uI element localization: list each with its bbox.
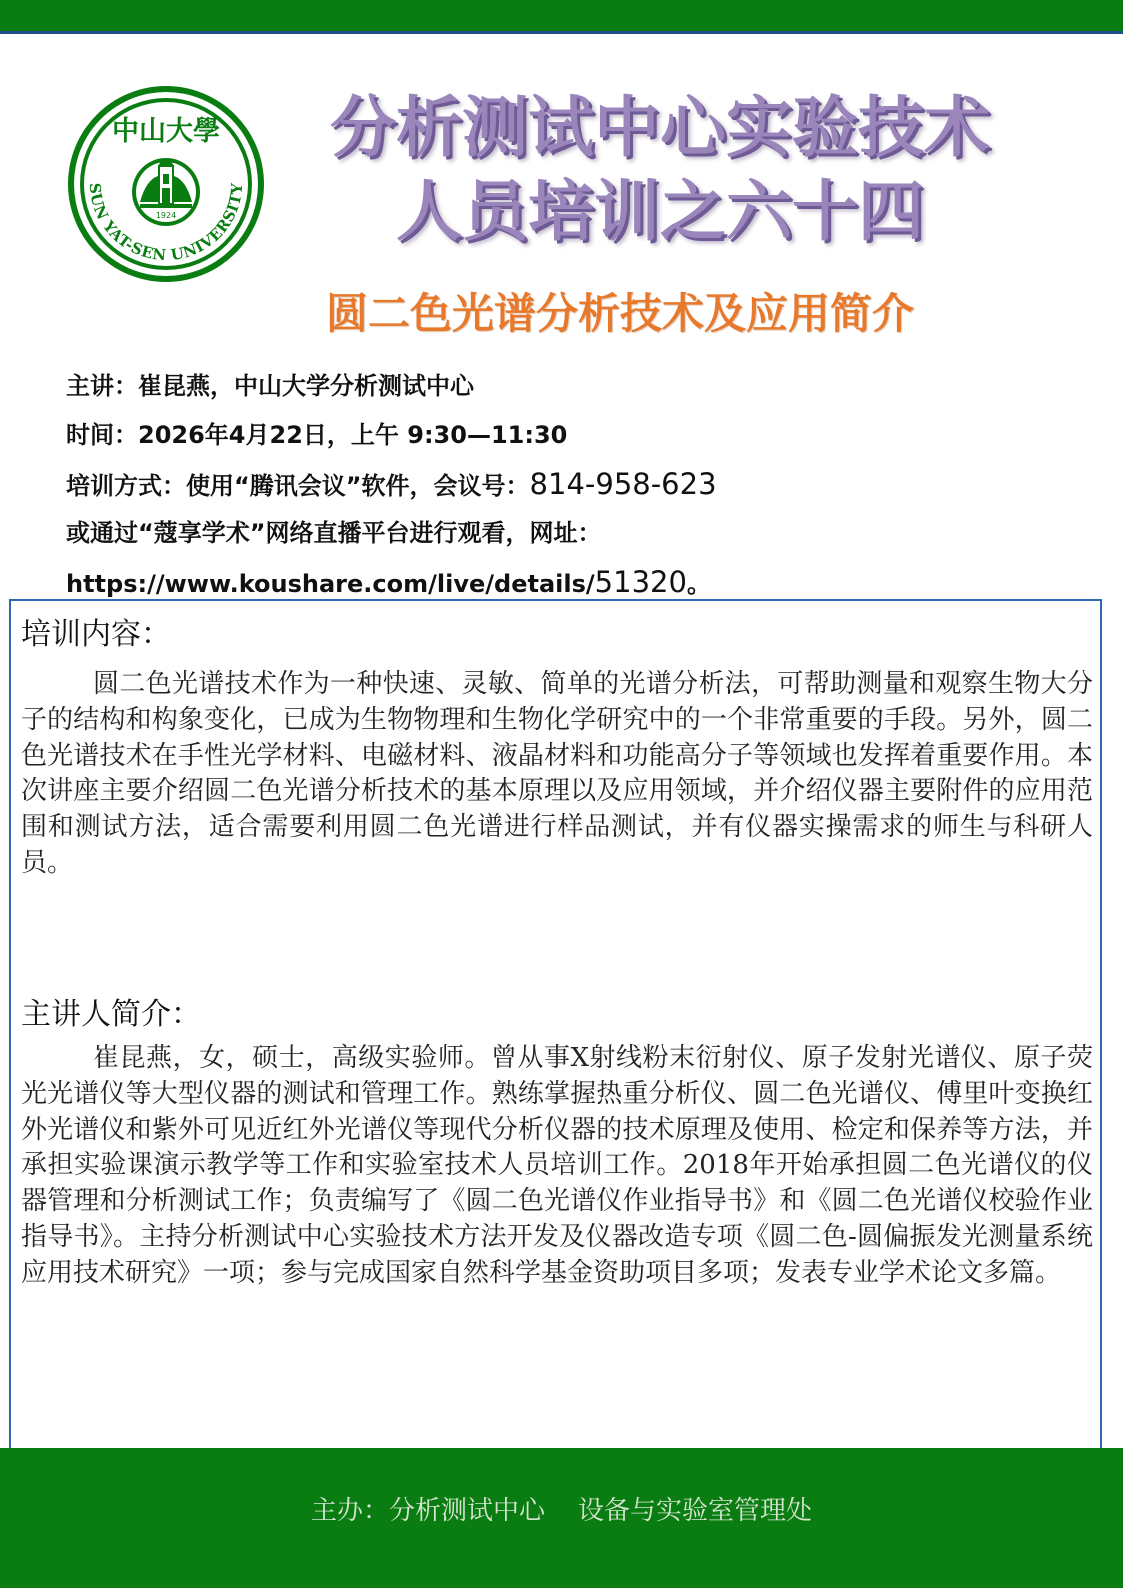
method-value: 使用“腾讯会议”软件，会议号： — [186, 472, 530, 500]
url-link[interactable]: https://www.koushare.com/live/details/ — [66, 570, 595, 598]
main-title — [280, 86, 1040, 254]
speaker-value: 崔昆燕，中山大学分析测试中心 — [138, 372, 474, 400]
time-value: 2026年4月22日，上午 9:30—11:30 — [138, 421, 568, 449]
top-green-bar — [0, 0, 1123, 34]
logo-english-text: SUN YAT-SEN UNIVERSITY — [85, 182, 247, 265]
main-title-line-1: 分析测试中心实验技术 — [330, 89, 990, 166]
content-box — [9, 599, 1102, 1467]
time-label: 时间： — [66, 421, 138, 449]
method-label: 培训方式： — [66, 472, 186, 500]
sysu-logo — [66, 84, 266, 284]
speaker-text: 崔昆燕，女，硕士，高级实验师。曾从事X射线粉末衍射仪、原子发射光谱仪、原子荧光光谱仪等大型仪器的测试和管理工作。熟练掌握热重分析仪、圆二色光谱仪、傅里叶变换红外光谱仪和紫外可见近红外光谱仪等现代分析仪器的技术原理及使用、检定和保养等方法，并承担实验课演示教学等工作和实验室技术人员培训工作。2018年开始承担圆二色光谱仪的仪器管理和分析测试工作；负责编写了《圆二色光谱仪作业指导书》和《圆二色光谱仪校验作业指导书》。主持分析测试中心实验技术方法开发及仪器改造专项《圆二色-圆偏振发光测量系统应用技术研究》一项；参与完成国家自然科学基金资助项目多项；发表专业学术论文多篇。 — [21, 1043, 1093, 1288]
speaker-line — [66, 366, 1086, 415]
meeting-id: 814-958-623 — [529, 467, 717, 501]
speaker-label: 主讲： — [66, 372, 138, 400]
url-suffix: 。 — [686, 570, 711, 598]
logo-year: 1924 — [155, 211, 177, 220]
logo-chinese-text: 中山大學 — [112, 116, 220, 147]
url-id[interactable]: 51320 — [594, 565, 687, 599]
subtitle: 圆二色光谱分析技术及应用简介 — [325, 289, 914, 338]
speaker-heading: 主讲人简介： — [21, 997, 201, 1032]
alt-access-line: 或通过“蔻享学术”网络直播平台进行观看，网址： — [66, 519, 602, 547]
method-line — [66, 464, 1086, 513]
training-text: 圆二色光谱技术作为一种快速、灵敏、简单的光谱分析法，可帮助测量和观察生物大分子的结构和构象变化，已成为生物物理和生物化学研究中的一个非常重要的手段。另外，圆二色光谱技术在手性光学材料、电磁材料、液晶材料和功能高分子等领域也发挥着重要作用。本次讲座主要介绍圆二色光谱分析技术的基本原理以及应用领域，并介绍仪器主要附件的应用范围和测试方法，适合需要利用圆二色光谱进行样品测试，并有仪器实操需求的师生与科研人员。 — [21, 669, 1093, 878]
time-line — [66, 415, 1086, 464]
event-info — [66, 366, 1086, 611]
organizer-footer: 主办：分析测试中心 设备与实验室管理处 — [310, 1496, 813, 1526]
main-title-line-2: 人员培训之六十四 — [396, 173, 924, 250]
training-heading: 培训内容： — [21, 617, 171, 652]
